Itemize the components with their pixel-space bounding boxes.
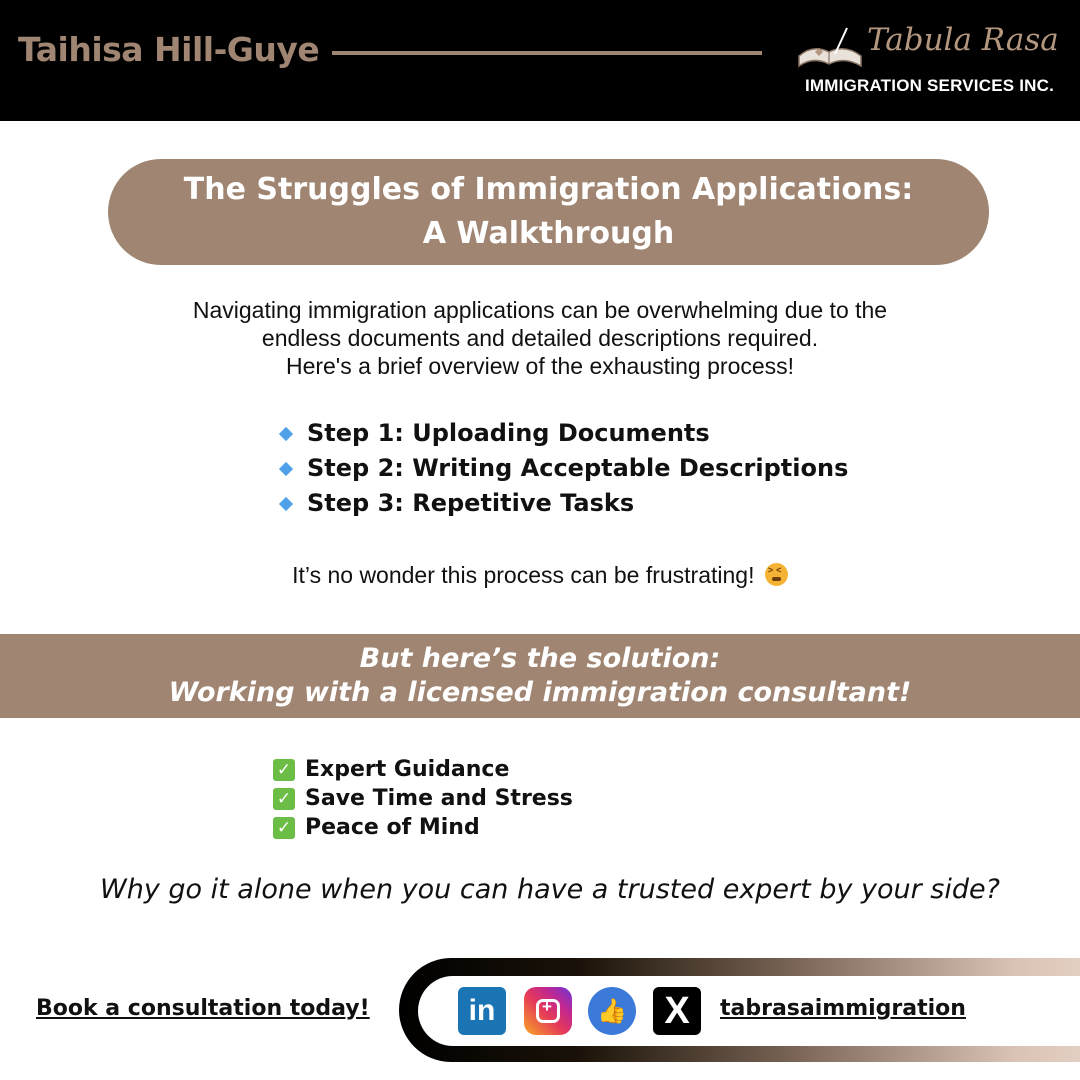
company-logo [795, 16, 1065, 106]
tired-face-emoji-icon [765, 563, 788, 586]
solution-line-1: But here’s the solution: [359, 643, 721, 674]
step-label: Step 2: Writing Acceptable Descriptions [307, 454, 849, 482]
frustration-line [0, 562, 1080, 589]
list-item [278, 451, 848, 486]
intro-line-2: endless documents and detailed descriptions required. [261, 325, 819, 351]
title-line-2: A Walkthrough [422, 216, 675, 251]
title-line-1: The Struggles of Immigration Applications: [183, 172, 914, 207]
frustration-text: It’s no wonder this process can be frustrating! [292, 562, 755, 588]
solution-line-2: Working with a licensed immigration consultant! [168, 677, 912, 708]
diamond-bullet-icon [279, 496, 293, 510]
solution-banner [0, 634, 1080, 718]
benefit-label: Expert Guidance [305, 757, 510, 782]
closing-question: Why go it alone when you can have a trusted expert by your side? [100, 874, 1000, 905]
x-icon[interactable]: X [653, 987, 701, 1035]
check-mark-icon: ✓ [273, 759, 295, 781]
list-item [278, 486, 848, 521]
benefits-list [273, 755, 573, 842]
instagram-icon[interactable] [524, 987, 572, 1035]
step-label: Step 3: Repetitive Tasks [307, 489, 635, 517]
header-divider [332, 51, 762, 55]
steps-list [278, 416, 848, 521]
check-mark-icon: ✓ [273, 817, 295, 839]
intro-line-3: Here's a brief overview of the exhausting process! [285, 353, 795, 379]
logo-wordmark: Tabula Rasa [867, 22, 1059, 58]
author-name: Taihisa Hill-Guye [18, 30, 320, 69]
list-item [273, 784, 573, 813]
benefit-label: Peace of Mind [305, 815, 480, 840]
step-label: Step 1: Uploading Documents [307, 419, 710, 447]
benefit-label: Save Time and Stress [305, 786, 573, 811]
book-quill-icon [795, 26, 865, 76]
diamond-bullet-icon [279, 461, 293, 475]
list-item [273, 755, 573, 784]
social-handle-link[interactable]: tabrasaimmigration [720, 996, 966, 1021]
page-title [108, 159, 989, 265]
book-consultation-link[interactable]: Book a consultation today! [36, 996, 370, 1021]
check-mark-icon: ✓ [273, 788, 295, 810]
diamond-bullet-icon [279, 426, 293, 440]
list-item [278, 416, 848, 451]
logo-subtitle: IMMIGRATION SERVICES INC. [805, 76, 1055, 95]
list-item [273, 813, 573, 842]
header-bar [0, 0, 1080, 121]
linkedin-icon[interactable]: in [458, 987, 506, 1035]
intro-paragraph [60, 296, 1020, 380]
intro-line-1: Navigating immigration applications can be overwhelming due to the [192, 297, 888, 323]
facebook-like-icon[interactable]: 👍 [588, 987, 636, 1035]
